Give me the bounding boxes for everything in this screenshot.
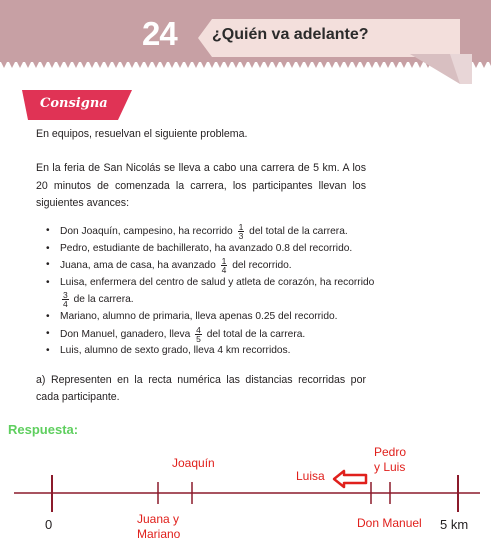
participants-list bbox=[46, 223, 376, 360]
intro-text: En equipos, resuelvan el siguiente problema. bbox=[36, 128, 248, 140]
fraction: $\frac{4}{5}$ bbox=[196, 324, 201, 344]
number-line bbox=[0, 440, 491, 554]
label-pedro-luis-2: y Luis bbox=[374, 460, 406, 474]
list-item bbox=[46, 257, 376, 275]
label-pedro-luis-1: Pedro bbox=[374, 445, 407, 459]
lesson-number: 24 bbox=[142, 15, 177, 52]
title-fold-decoration bbox=[410, 50, 472, 84]
label-juana-mariano-2: Mariano bbox=[137, 527, 181, 541]
list-item bbox=[46, 275, 376, 309]
question-a: a) Representen en la recta numérica las distancias recorridas por cada participante. bbox=[36, 374, 366, 403]
problem-text: En la feria de San Nicolás se lleva a cabo una carrera de 5 km. A los 20 minutos de comenzada la carrera, los participantes llevan los siguientes avances: bbox=[36, 162, 366, 209]
label-five-km: 5 km bbox=[440, 517, 469, 532]
label-zero: 0 bbox=[45, 517, 53, 532]
fraction: $\frac{1}{4}$ bbox=[221, 256, 227, 276]
item-text: del recorrido. bbox=[232, 260, 292, 272]
item-text: Juana, ama de casa, ha avanzado bbox=[60, 260, 216, 272]
item-text: Luis, alumno de sexto grado, lleva 4 km recorridos. bbox=[60, 345, 291, 357]
item-text: Don Manuel, ganadero, lleva bbox=[60, 328, 191, 340]
item-text: Pedro, estudiante de bachillerato, ha avanzado 0.8 del recorrido. bbox=[60, 242, 353, 254]
fraction: $\frac{1}{3}$ bbox=[238, 222, 244, 241]
list-item bbox=[46, 309, 376, 326]
list-item bbox=[46, 223, 376, 241]
list-item bbox=[46, 343, 376, 360]
item-text: de la carrera. bbox=[73, 294, 134, 306]
item-text: Luisa, enfermera del centro de salud y atleta de corazón, ha recorrido bbox=[60, 276, 375, 288]
lesson-title: ¿Quién va adelante? bbox=[212, 26, 369, 43]
list-item bbox=[46, 326, 376, 344]
label-juana-mariano-1: Juana y bbox=[137, 512, 180, 526]
label-joaquin: Joaquín bbox=[172, 456, 215, 470]
label-luisa: Luisa bbox=[296, 469, 325, 483]
answer-heading: Respuesta: bbox=[8, 422, 79, 437]
arrow-left-icon bbox=[334, 471, 366, 487]
item-text: Don Joaquín, campesino, ha recorrido bbox=[60, 226, 233, 238]
item-text: Mariano, alumno de primaria, lleva apenas 0.25 del recorrido. bbox=[60, 311, 338, 323]
list-item bbox=[46, 241, 376, 258]
item-text: del total de la carrera. bbox=[249, 226, 348, 238]
item-text: del total de la carrera. bbox=[206, 328, 306, 340]
fraction: $\frac{3}{4}$ bbox=[63, 290, 68, 310]
label-don-manuel: Don Manuel bbox=[357, 516, 422, 530]
consigna-label: Consigna bbox=[40, 96, 108, 111]
